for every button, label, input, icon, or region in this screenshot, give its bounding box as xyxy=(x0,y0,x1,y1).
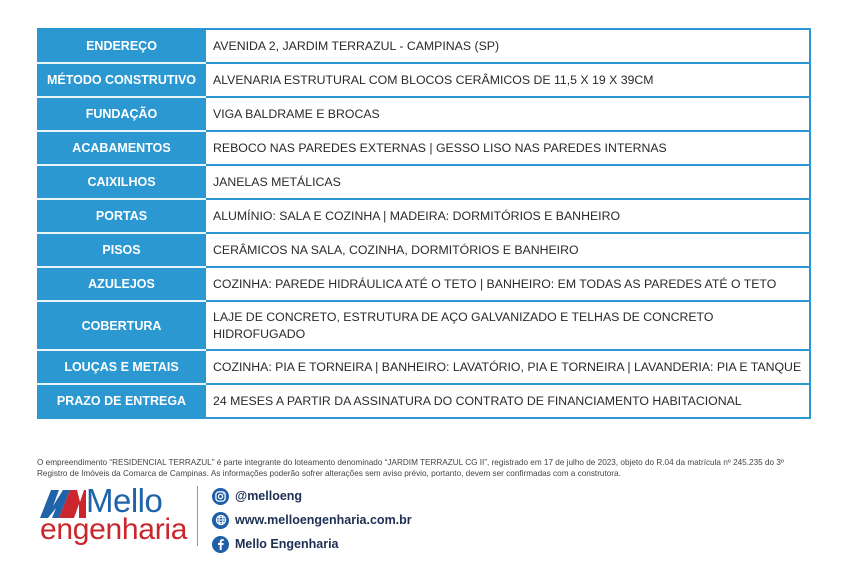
instagram-icon xyxy=(212,488,229,505)
spec-label: PORTAS xyxy=(37,199,206,233)
spec-row-caixilhos xyxy=(37,165,810,199)
legal-disclaimer: O empreendimento “RESIDENCIAL TERRAZUL” é parte integrante do loteamento denominado “JARDIM TERRAZUL CG II”, registrado em 17 de julho de 2023, objeto do R.04 da matrícula nº 245.235 do 3º Registro de Imóveis da Comarca de Campinas. As informações poderão sofrer alterações sem aviso prévio, portanto, devem ser confirmadas com a construtora. xyxy=(37,458,784,478)
spec-row-prazo-de-entrega xyxy=(37,384,810,418)
spec-label: PISOS xyxy=(37,233,206,267)
instagram-handle: @melloeng xyxy=(235,489,303,503)
spec-row-metodo-construtivo xyxy=(37,63,810,97)
logo-text-engenharia: engenharia xyxy=(40,513,188,546)
spec-value: 24 MESES A PARTIR DA ASSINATURA DO CONTRATO DE FINANCIAMENTO HABITACIONAL xyxy=(206,384,810,418)
logo-text-mello: Mello xyxy=(86,482,163,519)
contact-instagram[interactable] xyxy=(212,484,412,508)
spec-value: ALUMÍNIO: SALA E COZINHA | MADEIRA: DORMITÓRIOS E BANHEIRO xyxy=(206,199,810,233)
contact-list xyxy=(212,484,412,556)
spec-label: PRAZO DE ENTREGA xyxy=(37,384,206,418)
spec-row-endereco xyxy=(37,29,810,63)
contact-facebook[interactable] xyxy=(212,532,412,556)
spec-row-fundacao xyxy=(37,97,810,131)
spec-row-pisos xyxy=(37,233,810,267)
facebook-icon xyxy=(212,536,229,553)
mello-engenharia-logo xyxy=(40,484,190,546)
spec-label: FUNDAÇÃO xyxy=(37,97,206,131)
facebook-page: Mello Engenharia xyxy=(235,537,339,551)
spec-value: CERÂMICOS NA SALA, COZINHA, DORMITÓRIOS E BANHEIRO xyxy=(206,233,810,267)
spec-value: REBOCO NAS PAREDES EXTERNAS | GESSO LISO NAS PAREDES INTERNAS xyxy=(206,131,810,165)
spec-value: LAJE DE CONCRETO, ESTRUTURA DE AÇO GALVANIZADO E TELHAS DE CONCRETO HIDROFUGADO xyxy=(206,301,810,350)
website-url: www.melloengenharia.com.br xyxy=(235,513,412,527)
spec-label: LOUÇAS E METAIS xyxy=(37,350,206,384)
footer-divider xyxy=(197,486,198,546)
spec-value: JANELAS METÁLICAS xyxy=(206,165,810,199)
spec-label: CAIXILHOS xyxy=(37,165,206,199)
spec-label: MÉTODO CONSTRUTIVO xyxy=(37,63,206,97)
spec-value: COZINHA: PIA E TORNEIRA | BANHEIRO: LAVATÓRIO, PIA E TORNEIRA | LAVANDERIA: PIA E TANQUE xyxy=(206,350,810,384)
spec-row-portas xyxy=(37,199,810,233)
spec-row-acabamentos xyxy=(37,131,810,165)
spec-row-azulejos xyxy=(37,267,810,301)
spec-value: COZINHA: PAREDE HIDRÁULICA ATÉ O TETO | BANHEIRO: EM TODAS AS PAREDES ATÉ O TETO xyxy=(206,267,810,301)
spec-value: ALVENARIA ESTRUTURAL COM BLOCOS CERÂMICOS DE 11,5 X 19 X 39CM xyxy=(206,63,810,97)
spec-label: COBERTURA xyxy=(37,301,206,350)
spec-row-loucas-e-metais xyxy=(37,350,810,384)
spec-label: AZULEJOS xyxy=(37,267,206,301)
spec-row-cobertura xyxy=(37,301,810,350)
contact-website[interactable] xyxy=(212,508,412,532)
spec-value: VIGA BALDRAME E BROCAS xyxy=(206,97,810,131)
globe-icon xyxy=(212,512,229,529)
specifications-table xyxy=(37,28,811,419)
spec-label: ENDEREÇO xyxy=(37,29,206,63)
spec-value: AVENIDA 2, JARDIM TERRAZUL - CAMPINAS (SP) xyxy=(206,29,810,63)
spec-label: ACABAMENTOS xyxy=(37,131,206,165)
